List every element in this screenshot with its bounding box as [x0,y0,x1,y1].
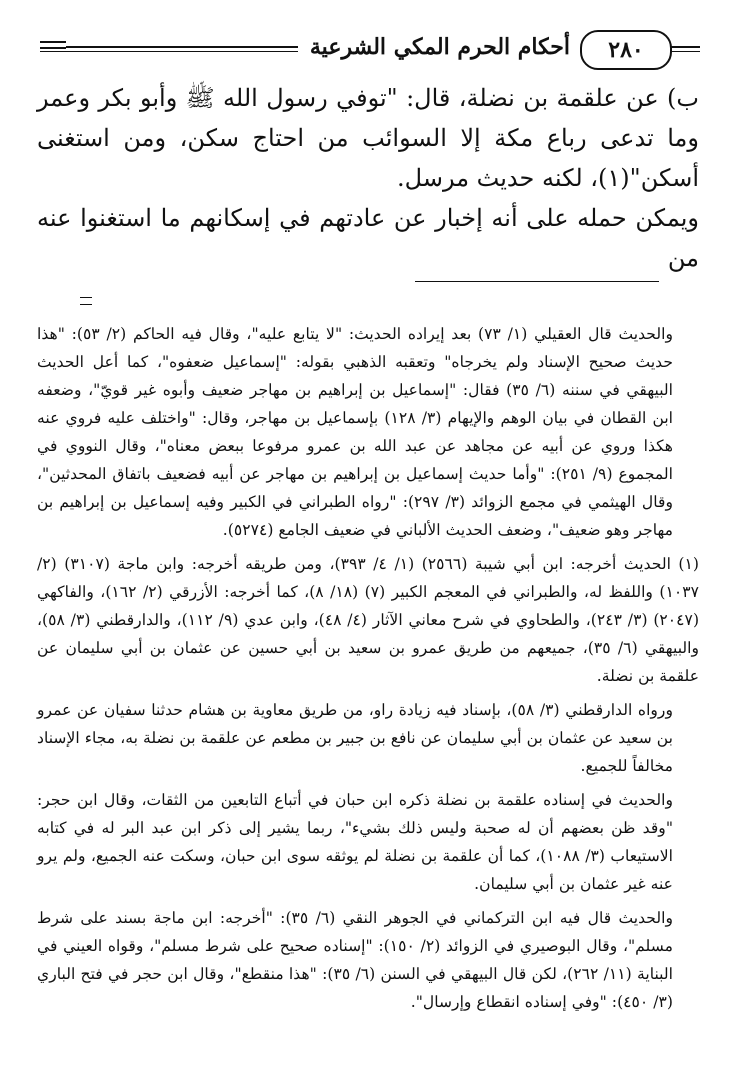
page-header [40,26,700,70]
main-text [37,78,699,278]
footnote-1: (١) الحديث أخرجه: ابن أبي شيبة (٢٥٦٦) (١/ ٤/ ٣٩٣)، ومن طريقه أخرجه: وابن ماجة (٣١٠٧) (٢/ ١٠٣٧) واللفظ له، والطبراني في المعجم الكبير (٧) (١٨/ ٨)، كما أخرجه: الأزرقي (٢/ ١٦٢)، والفاكهي (٢٠٤٧) (٣/ ٢٤٣)، والطحاوي في شرح معاني الآثار (٤/ ٤٨)، وابن عدي (٩/ ١١٢)، والدارقطني (٣/ ٥٨)، والبيهقي (٦/ ٣٥)، جميعهم من طريق عمرو بن سعيد بن أبي حسين عن عثمان بن أبي سليمان عن علقمة بن نضلة. [37,555,700,685]
main-paragraph-1: ب) عن علقمة بن نضلة، قال: "توفي رسول الله ﷺ وأبو بكر وعمر وما تدعى رباع مكة إلا السوائب من احتاج سكن، ومن استغنى أسكن"(١)، لكنه حديث مرسل. [37,84,699,192]
footnote-paragraph: والحديث في إسناده علقمة بن نضلة ذكره ابن حبان في أتباع التابعين من الثقات، وقال ابن حجر: "وقد ظن بعضهم أن له صحبة وليس ذلك بشيء"، ربما يشير إلى ذكر ابن عبد البر له في كتابه الاستيعاب (٣/ ١٠٨٨)، كما أن علقمة بن نضلة لم يوثقه سوى ابن حبان، وسكت عنه الجميع، ولم يرو عنه غير عثمان بن أبي سليمان. [37,791,674,893]
footnote-separator [415,281,659,282]
footnote-paragraph: والحديث قال فيه ابن التركماني في الجوهر النقي (٦/ ٣٥): "أخرجه: ابن ماجة بسند على شرط مسلم"، وقال البوصيري في الزوائد (٢/ ١٥٠): "إسناده صحيح على شرط مسلم"، وقواه العيني في البناية (١١/ ٢٦٢)، لكن قال البيهقي في السنن (٦/ ٣٥): "هذا منقطع"، وقال ابن حجر في فتح الباري (٣/ ٤٥٠): "وفي إسناده انقطاع وإرسال". [37,909,673,1011]
continuation-mark [80,297,92,305]
header-dash-mark [40,39,66,51]
footnote-paragraph: ورواه الدارقطني (٣/ ٥٨)، بإسناد فيه زيادة راو، من طريق معاوية بن هشام حدثنا سفيان عن عمرو بن سعيد عن عثمان بن أبي سليمان عن نافع بن جبير بن مطعم عن علقمة بن نضلة به، مجاء الإسناد مخالفاً للجميع. [37,701,673,775]
footnote-continuation: والحديث قال العقيلي (١/ ٧٣) بعد إيراده الحديث: "لا يتابع عليه"، وقال فيه الحاكم (٢/ ٥٣): "هذا حديث صحيح الإسناد ولم يخرجاه" وتعقبه الذهبي بقوله: "إسماعيل ضعفوه"، كما أعل الحديث البيهقي في سننه (٦/ ٣٥) فقال: "إسماعيل بن إبراهيم بن مهاجر ضعيف وأبوه غير قويّ"، وضعفه ابن القطان في بيان الوهم والإيهام (٣/ ١٢٨) بإسماعيل بن مهاجر، وقال: "واختلف عليه فروي عنه هكذا وروي عن أبيه عن مجاهد عن عبد الله بن عمرو مرفوعا ببعض معناه"، وقال النووي في المجموع (٩/ ٢٥١): "وأما حديث إسماعيل بن إبراهيم بن مهاجر عن أبيه فضعيف باتفاق المحدثين"، وقال الهيثمي في مجمع الزوائد (٣/ ٢٩٧): "رواه الطبراني في الكبير وفيه إسماعيل بن إبراهيم بن مهاجر وهو ضعيف"، وضعف الحديث الألباني في ضعيف الجامع (٥٢٧٤). [37,325,673,539]
footnotes [37,320,699,1022]
main-paragraph-2: ويمكن حمله على أنه إخبار عن عادتهم في إسكانهم ما استغنوا عنه من [37,204,700,272]
page-number: ٢٨٠ [580,30,672,70]
running-title: أحكام الحرم المكي الشرعية [298,28,582,66]
